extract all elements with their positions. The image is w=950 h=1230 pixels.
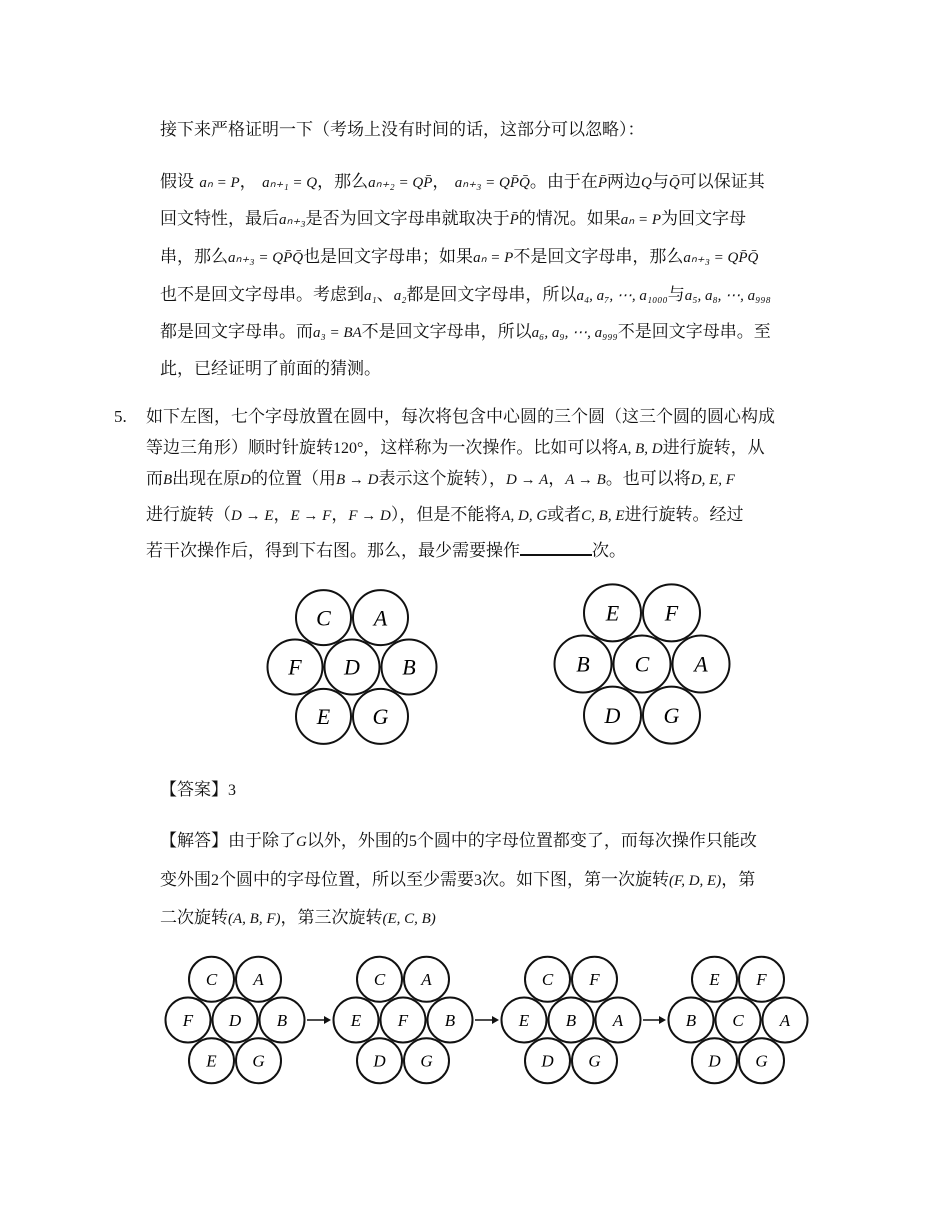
- circle-letter: C: [316, 605, 331, 631]
- text: 表示这个旋转），: [378, 469, 507, 488]
- circle-letter: E: [605, 600, 620, 626]
- circle-letter: A: [373, 605, 388, 631]
- proof-line-1: 假设 aₙ = P， aₙ₊₁ = Q，那么aₙ₊₂ = QP̄， aₙ₊₃ = QP̄Q̄。由于在P̄两边Q与Q̄可以保证其: [160, 172, 765, 192]
- math: aₙ₊₃ = QP̄Q̄: [454, 175, 530, 191]
- text: 的位置（用: [251, 469, 337, 488]
- circle-letter: E: [316, 704, 331, 730]
- solution-line-3: [160, 906, 436, 931]
- problem-line-2: [146, 436, 765, 461]
- math: a₂: [393, 288, 407, 304]
- solution-label: 【解答】: [160, 831, 228, 851]
- text: ，那么: [317, 172, 369, 192]
- math: D: [240, 472, 252, 488]
- circle-letter: B: [444, 1010, 456, 1030]
- math: G: [296, 834, 307, 850]
- figure-left: [255, 585, 455, 755]
- text: 回文特性，最后: [160, 209, 279, 229]
- circle-letter: B: [685, 1010, 697, 1030]
- proof-intro: 接下来严格证明一下（考场上没有时间的话，这部分可以忽略）：: [160, 120, 645, 140]
- circle-letter: B: [276, 1010, 288, 1030]
- problem-line-1: 如下左图，七个字母放置在圆中，每次将包含中心圆的三个圆（这三个圆的圆心构成: [146, 407, 775, 426]
- math: aₙ = P: [199, 175, 240, 191]
- circle-letter: E: [350, 1010, 362, 1030]
- circle-letter: F: [664, 600, 679, 626]
- circle-letter: A: [779, 1010, 791, 1030]
- step-figures: [160, 950, 820, 1090]
- math: (A, B, F): [228, 911, 281, 927]
- circle-letter: C: [541, 970, 554, 990]
- proof-line-5: [160, 320, 771, 345]
- circle-letter: A: [421, 970, 432, 990]
- text: 与: [651, 172, 669, 192]
- math: Q: [641, 175, 652, 191]
- circle-letter: C: [373, 970, 386, 990]
- text: ，这样称为一次操作。比如可以将: [363, 438, 619, 457]
- text: 次。: [592, 541, 626, 560]
- text: 都是回文字母串，所以: [406, 285, 577, 305]
- text: ，第: [721, 870, 756, 890]
- text: 。也可以将: [605, 469, 691, 488]
- math: F → D: [348, 508, 391, 524]
- math: aₙ₊₂ = QP̄: [368, 175, 433, 191]
- text: 与: [667, 285, 685, 305]
- circle-letter: F: [589, 970, 600, 990]
- circle-letter: G: [755, 1051, 768, 1071]
- circle-letter: D: [344, 654, 360, 680]
- text: 假设: [160, 172, 194, 192]
- problem-line-3: [146, 467, 735, 492]
- circle-letter: E: [518, 1010, 530, 1030]
- math: A, B, D: [618, 441, 663, 457]
- circle-letter: F: [397, 1010, 409, 1030]
- answer-value: 3: [228, 782, 236, 799]
- text: ，: [331, 505, 349, 524]
- text: 进行旋转（: [146, 505, 231, 524]
- text: 也是回文字母串；如果: [303, 247, 474, 267]
- text: 可以保证其: [679, 172, 765, 192]
- math: P̄: [509, 212, 519, 228]
- math: aₙ₊₃: [279, 212, 306, 228]
- text: 都是回文字母串。而: [160, 322, 313, 342]
- math: D, E, F: [690, 472, 735, 488]
- circle-letter: B: [565, 1010, 577, 1030]
- math: 3: [474, 872, 482, 889]
- circle-letter: G: [420, 1051, 433, 1071]
- circle-letter: G: [588, 1051, 601, 1071]
- arrow-icon: [492, 1016, 499, 1024]
- solution-line-1: [160, 829, 757, 854]
- circle-letter: F: [756, 970, 767, 990]
- text: 个圆中的字母位置，所以至少需要: [219, 870, 474, 890]
- math: aₙ₊₃ = QP̄Q̄: [683, 250, 759, 266]
- math: (E, C, B): [382, 911, 436, 927]
- text: 等边三角形）顺时针旋转: [146, 438, 333, 457]
- circle-letter: C: [205, 970, 218, 990]
- text: 、: [376, 285, 394, 305]
- text: 或者: [547, 505, 582, 524]
- circle-letter: C: [634, 651, 650, 677]
- circle-letter: C: [732, 1010, 744, 1030]
- math: E → F: [290, 508, 332, 524]
- problem-line-4: [146, 503, 744, 528]
- proof-line-4: [160, 283, 771, 308]
- text: 的情况。如果: [518, 209, 621, 229]
- circle-letter: F: [288, 654, 302, 680]
- circle-letter: A: [694, 651, 708, 677]
- text: 若干次操作后，得到下右图。那么，最少需要操作: [146, 541, 520, 560]
- answer-line: [160, 778, 236, 803]
- text: 为回文字母: [661, 209, 747, 229]
- math: C, B, E: [581, 508, 625, 524]
- text: 不是回文字母串。至: [617, 322, 771, 342]
- problem-number: 5.: [114, 407, 127, 426]
- problem-line-5: [146, 536, 626, 563]
- text: 两边: [607, 172, 642, 192]
- math: D → E: [231, 508, 274, 524]
- circle-letter: B: [402, 654, 416, 680]
- text: ，: [548, 469, 566, 488]
- math: aₙ = P: [473, 250, 514, 266]
- text: ，: [273, 505, 291, 524]
- text: 进行旋转。经过: [624, 505, 744, 524]
- text: 二次旋转: [160, 908, 228, 928]
- text: 。由于在: [529, 172, 598, 192]
- text: 以外，外围的: [306, 831, 409, 851]
- math: 2: [211, 872, 219, 889]
- proof-line-2: [160, 207, 746, 232]
- math: A, D, G: [501, 508, 548, 524]
- math: a₄, a₇, ⋯, a₁₀₀₀: [576, 288, 668, 304]
- math: a₆, a₉, ⋯, a₉₉₉: [531, 325, 618, 341]
- arrow-icon: [324, 1016, 331, 1024]
- circle-letter: G: [663, 702, 680, 728]
- math: B → D: [336, 472, 379, 488]
- text: 不是回文字母串，所以: [361, 322, 532, 342]
- answer-label: 【答案】: [160, 780, 228, 800]
- math: a₁: [364, 288, 377, 304]
- circle-letter: B: [576, 651, 590, 677]
- circle-letter: D: [541, 1051, 554, 1071]
- answer-blank: [520, 536, 592, 556]
- math: aₙ₊₁ = Q: [262, 175, 318, 191]
- circle-letter: G: [372, 704, 389, 730]
- figure-right: [545, 580, 745, 750]
- solution-line-2: [160, 868, 755, 893]
- text: 变外围: [160, 870, 211, 890]
- math: A → B: [565, 472, 606, 488]
- circle-letter: E: [709, 970, 720, 990]
- circle-letter: D: [708, 1051, 721, 1071]
- math: aₙ₊₃ = QP̄Q̄: [228, 250, 304, 266]
- math: D → A: [506, 472, 549, 488]
- text: ，第三次旋转: [280, 908, 383, 928]
- circle-letter: D: [604, 702, 621, 728]
- text: 由于除了: [228, 831, 296, 851]
- math: (F, D, E): [669, 873, 722, 889]
- math: 5: [408, 833, 417, 850]
- text: 进行旋转，从: [662, 438, 765, 457]
- circle-letter: D: [373, 1051, 386, 1071]
- math: a₃ = BA: [313, 325, 362, 341]
- text: ），但是不能将: [390, 505, 502, 524]
- arrow-icon: [659, 1016, 666, 1024]
- math: Q̄: [668, 175, 680, 191]
- text: 次。如下图，第一次旋转: [482, 870, 669, 890]
- text: 而: [146, 469, 163, 488]
- math: 120°: [333, 440, 364, 457]
- text: 个圆中的字母位置都变了，而每次操作只能改: [416, 831, 757, 851]
- text: 不是回文字母串，那么: [513, 247, 684, 267]
- proof-line-6: 此，已经证明了前面的猜测。: [160, 359, 381, 379]
- math: a₅, a₈, ⋯, a₉₉₈: [684, 288, 771, 304]
- text: 出现在原: [172, 469, 241, 488]
- circle-letter: D: [228, 1010, 242, 1030]
- text: 是否为回文字母串就取决于: [305, 209, 510, 229]
- circle-letter: A: [253, 970, 264, 990]
- text: 也不是回文字母串。考虑到: [160, 285, 364, 305]
- math: B: [163, 472, 173, 488]
- proof-line-3: [160, 245, 758, 270]
- circle-letter: E: [206, 1051, 217, 1071]
- circle-letter: A: [612, 1010, 624, 1030]
- math: P̄: [597, 175, 608, 191]
- math: aₙ = P: [620, 212, 662, 228]
- circle-letter: F: [182, 1010, 194, 1030]
- text: 串，那么: [160, 247, 228, 267]
- circle-letter: G: [252, 1051, 265, 1071]
